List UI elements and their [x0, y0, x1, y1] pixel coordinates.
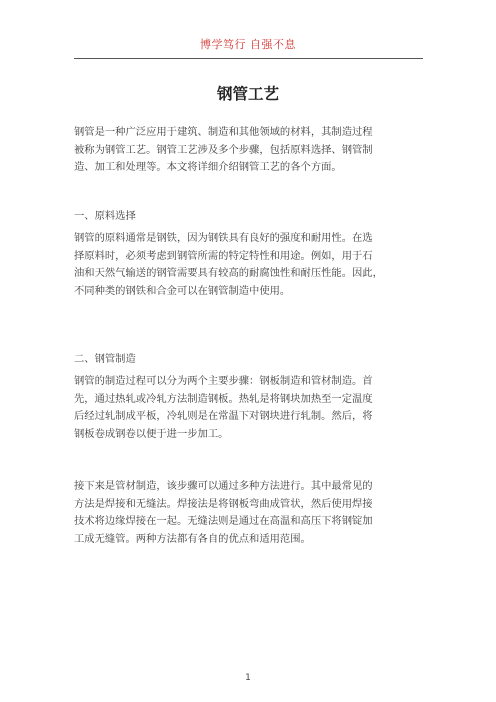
text-line: 被称为钢管工艺。钢管工艺涉及多个步骤，包括原料选择、钢管制: [74, 143, 373, 156]
text-line: 钢管是一种广泛应用于建筑、制造和其他领域的材料，其制造过程: [74, 126, 373, 138]
text-line: 造、加工和处理等。本文将详细介绍钢管工艺的各个方面。: [74, 161, 342, 173]
section-paragraph: [74, 230, 424, 300]
text-line: 接下来是管材制造，该步骤可以通过多种方法进行。其中最常见的: [74, 480, 373, 492]
text-line: 后经过轧制成平板，冷轧则是在常温下对钢块进行轧制。然后，将: [74, 410, 373, 422]
text-line: 方法是焊接和无缝法。焊接法是将钢板弯曲成管状，然后使用焊接: [74, 497, 373, 510]
text-line: 工成无缝管。两种方法都有各自的优点和适用范围。: [74, 532, 311, 545]
page-number: 1: [245, 673, 251, 683]
section-heading-raw-materials: 一、原料选择: [74, 210, 136, 222]
section-paragraph: [74, 478, 424, 548]
text-line: 钢管的原料通常是钢铁，因为钢铁具有良好的强度和耐用性。在选: [74, 232, 373, 244]
text-line: 不同种类的钢铁和合金可以在钢管制造中使用。: [74, 284, 291, 297]
section-paragraph: [74, 373, 424, 443]
text-line: 钢板卷成钢卷以便于进一步加工。: [74, 427, 229, 440]
header-motto: 博学笃行 自强不息: [200, 38, 296, 51]
header-divider: [74, 58, 423, 59]
section-heading-manufacturing: 二、钢管制造: [74, 353, 136, 365]
text-line: 油和天然气输送的钢管需要具有较高的耐腐蚀性和耐压性能。因此，: [74, 267, 383, 279]
text-line: 钢管的制造过程可以分为两个主要步骤：钢板制造和管材制造。首: [74, 375, 373, 387]
text-line: 技术将边缘焊接在一起。无缝法则是通过在高温和高压下将钢锭加: [74, 515, 373, 527]
document-title: 钢管工艺: [216, 85, 279, 103]
intro-paragraph: [74, 124, 424, 177]
text-line: 择原料时，必须考虑到钢管所需的特定特性和用途。例如，用于石: [74, 249, 373, 262]
text-line: 先，通过热轧或冷轧方法制造钢板。热轧是将钢块加热至一定温度: [74, 392, 373, 405]
